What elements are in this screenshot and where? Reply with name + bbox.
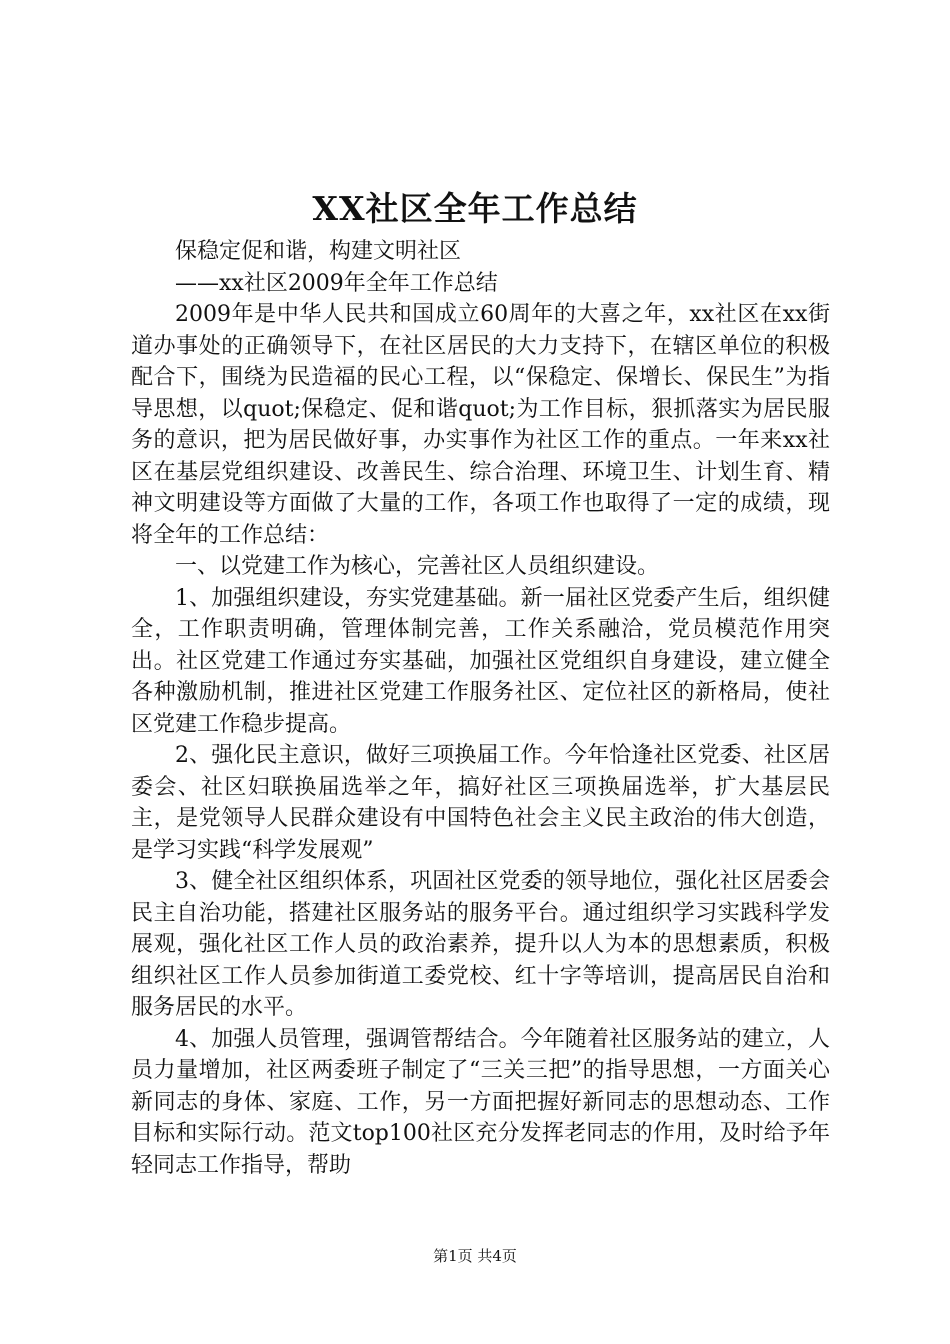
paragraph-item-3: 3、健全社区组织体系，巩固社区党委的领导地位，强化社区居委会民主自治功能，搭建社区服务站的服务平台。通过组织学习实践科学发展观，强化社区工作人员的政治素养，提升以人为本的思想素质，积极组织社区工作人员参加街道工委党校、红十字等培训，提高居民自治和服务居民的水平。 [131,869,830,1020]
paragraph-item-4: 4、加强人员管理，强调管帮结合。今年随着社区服务站的建立，人员力量增加，社区两委班子制定了“三关三把”的指导思想，一方面关心新同志的身体、家庭、工作，另一方面把握好新同志的思想动态、工作目标和实际行动。范文top100社区充分发挥老同志的作用，及时给予年轻同志工作指导，帮助 [131,1026,830,1178]
paragraph-subtitle-sub: ——xx社区2009年全年工作总结 [175,270,498,296]
page-number: 第1页 共4页 [433,1247,517,1265]
page-title: XX社区全年工作总结 [312,189,638,228]
paragraph-intro: 2009年是中华人民共和国成立60周年的大喜之年，xx社区在xx街道办事处的正确领导下，在社区居民的大力支持下，在辖区单位的积极配合下，围绕为民造福的民心工程，以“保稳定、保增长、保民生”为指导思想，以quot;保稳定、促和谐quot;为工作目标，狠抓落实为居民服务的意识，把为居民做好事，办实事作为社区工作的重点。一年来xx社区在基层党组织建设、改善民生、综合治理、环境卫生、计划生育、精神文明建设等方面做了大量的工作，各项工作也取得了一定的成绩，现将全年的工作总结： [131,302,830,548]
paragraph-item-2: 2、强化民主意识，做好三项换届工作。今年恰逢社区党委、社区居委会、社区妇联换届选举之年，搞好社区三项换届选举，扩大基层民主，是党领导人民群众建设有中国特色社会主义民主政治的伟大创造，是学习实践“科学发展观” [131,743,830,863]
paragraph-item-1: 1、加强组织建设，夯实党建基础。新一届社区党委产生后，组织健全，工作职责明确，管理体制完善，工作关系融洽，党员模范作用突出。社区党建工作通过夯实基础，加强社区党组织自身建设，建立健全各种激励机制，推进社区党建工作服务社区、定位社区的新格局，使社区党建工作稳步提高。 [131,585,830,737]
paragraph-section-heading: 一、以党建工作为核心，完善社区人员组织建设。 [175,554,660,579]
paragraph-subtitle: 保稳定促和谐，构建文明社区 [175,239,462,264]
document-body [131,236,830,1181]
